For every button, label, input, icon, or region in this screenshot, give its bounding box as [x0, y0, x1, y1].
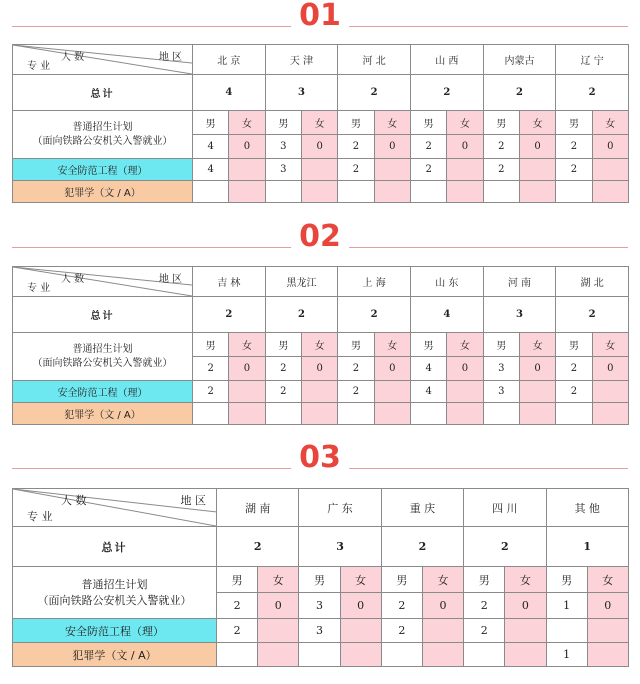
section-header	[0, 0, 640, 32]
region-total: 3	[299, 527, 381, 567]
male-header: 男	[410, 333, 446, 357]
male-count: 2	[556, 135, 592, 159]
major1-female-cell	[422, 619, 463, 643]
female-header: 女	[519, 333, 555, 357]
major1-female-cell	[447, 159, 483, 181]
section-header	[0, 221, 640, 253]
people-label: 人 数	[61, 52, 85, 63]
section-02	[0, 221, 640, 436]
major-criminology: 犯罪学（文 / A）	[13, 403, 193, 425]
major2-female-cell	[258, 643, 299, 667]
header-corner	[13, 267, 193, 297]
major1-male-count: 2	[410, 159, 446, 181]
female-header: 女	[229, 111, 265, 135]
region-name: 吉 林	[193, 267, 266, 297]
female-count: 0	[505, 593, 546, 619]
region-name: 黑龙江	[265, 267, 338, 297]
section-number: 02	[291, 221, 349, 253]
region-total: 3	[483, 297, 556, 333]
female-count: 0	[229, 135, 265, 159]
female-header: 女	[301, 333, 337, 357]
plan-label-line2: （面向铁路公安机关入警就业）	[32, 357, 173, 369]
region-name: 四 川	[464, 489, 546, 527]
plan-label-line2: （面向铁路公安机关入警就业）	[37, 593, 192, 607]
female-count: 0	[340, 593, 381, 619]
major-label: 专 业	[27, 283, 51, 294]
plan-label-line1: 普通招生计划	[72, 343, 133, 355]
region-total: 2	[483, 75, 556, 111]
male-count: 2	[483, 135, 519, 159]
region-total: 4	[193, 75, 266, 111]
male-header: 男	[299, 567, 340, 593]
major1-female-cell	[301, 381, 337, 403]
major1-female-cell	[258, 619, 299, 643]
major2-male-count	[556, 403, 592, 425]
region-name: 山 西	[410, 45, 483, 75]
male-header: 男	[338, 111, 374, 135]
female-header: 女	[374, 333, 410, 357]
major1-male-count	[546, 619, 587, 643]
female-count: 0	[258, 593, 299, 619]
female-header: 女	[505, 567, 546, 593]
major1-female-cell	[519, 159, 555, 181]
major1-male-count: 4	[193, 159, 229, 181]
major1-male-count: 2	[338, 381, 374, 403]
male-count: 3	[483, 357, 519, 381]
major1-female-cell	[340, 619, 381, 643]
major2-male-count	[381, 643, 422, 667]
female-header: 女	[592, 333, 628, 357]
people-label: 人 数	[61, 274, 85, 285]
total-label: 总计	[13, 297, 193, 333]
major1-male-count: 2	[265, 381, 301, 403]
region-total: 1	[546, 527, 628, 567]
major1-male-count: 2	[381, 619, 422, 643]
major2-male-count	[410, 403, 446, 425]
female-count: 0	[519, 135, 555, 159]
male-header: 男	[265, 111, 301, 135]
major1-female-cell	[592, 159, 628, 181]
region-total: 2	[217, 527, 299, 567]
major2-female-cell	[592, 181, 628, 203]
female-header: 女	[374, 111, 410, 135]
major1-female-cell	[374, 381, 410, 403]
major2-female-cell	[505, 643, 546, 667]
major1-male-count: 3	[265, 159, 301, 181]
major1-female-cell	[592, 381, 628, 403]
region-name: 重 庆	[381, 489, 463, 527]
section-number: 03	[291, 442, 349, 474]
female-count: 0	[301, 357, 337, 381]
major2-male-count	[338, 181, 374, 203]
major2-male-count	[410, 181, 446, 203]
region-total: 2	[338, 297, 411, 333]
region-name: 湖 北	[556, 267, 629, 297]
region-name: 山 东	[410, 267, 483, 297]
header-corner	[13, 45, 193, 75]
major1-male-count: 3	[299, 619, 340, 643]
male-count: 2	[338, 357, 374, 381]
female-count: 0	[301, 135, 337, 159]
male-header: 男	[217, 567, 258, 593]
region-name: 辽 宁	[556, 45, 629, 75]
male-count: 3	[299, 593, 340, 619]
major2-female-cell	[422, 643, 463, 667]
female-header: 女	[258, 567, 299, 593]
major-security-engineering: 安全防范工程（理）	[13, 381, 193, 403]
major1-male-count: 2	[193, 381, 229, 403]
male-count: 4	[410, 357, 446, 381]
major1-male-count: 2	[217, 619, 258, 643]
major2-male-count	[483, 403, 519, 425]
female-count: 0	[422, 593, 463, 619]
major2-female-cell	[374, 403, 410, 425]
major-security-engineering: 安全防范工程（理）	[13, 619, 217, 643]
plan-label-line1: 普通招生计划	[81, 577, 148, 591]
major2-female-cell	[374, 181, 410, 203]
major1-female-cell	[505, 619, 546, 643]
region-name: 其 他	[546, 489, 628, 527]
major1-male-count: 2	[483, 159, 519, 181]
region-total: 2	[381, 527, 463, 567]
major2-male-count	[193, 403, 229, 425]
enrollment-table	[12, 44, 629, 203]
major1-female-cell	[229, 381, 265, 403]
female-count: 0	[592, 135, 628, 159]
male-header: 男	[556, 333, 592, 357]
male-count: 2	[556, 357, 592, 381]
enrollment-table	[12, 266, 629, 425]
major2-female-cell	[301, 181, 337, 203]
male-count: 2	[381, 593, 422, 619]
major1-female-cell	[447, 381, 483, 403]
male-count: 4	[193, 135, 229, 159]
major2-male-count	[217, 643, 258, 667]
male-header: 男	[193, 333, 229, 357]
major1-female-cell	[301, 159, 337, 181]
region-name: 内蒙古	[483, 45, 556, 75]
male-header: 男	[410, 111, 446, 135]
female-header: 女	[519, 111, 555, 135]
region-total: 3	[265, 75, 338, 111]
male-count: 1	[546, 593, 587, 619]
region-total: 4	[410, 297, 483, 333]
male-header: 男	[546, 567, 587, 593]
major1-male-count: 2	[556, 381, 592, 403]
major1-female-cell	[587, 619, 628, 643]
major2-female-cell	[587, 643, 628, 667]
male-header: 男	[483, 111, 519, 135]
major2-female-cell	[447, 403, 483, 425]
region-name: 河 北	[338, 45, 411, 75]
major1-male-count: 2	[556, 159, 592, 181]
female-count: 0	[447, 357, 483, 381]
female-header: 女	[340, 567, 381, 593]
male-header: 男	[381, 567, 422, 593]
region-total: 2	[556, 297, 629, 333]
region-total: 2	[265, 297, 338, 333]
major2-male-count	[193, 181, 229, 203]
female-count: 0	[229, 357, 265, 381]
region-label: 地 区	[158, 52, 182, 63]
female-count: 0	[374, 357, 410, 381]
region-name: 上 海	[338, 267, 411, 297]
region-total: 2	[556, 75, 629, 111]
region-label: 地 区	[180, 494, 206, 507]
female-header: 女	[447, 111, 483, 135]
female-header: 女	[587, 567, 628, 593]
major2-female-cell	[592, 403, 628, 425]
major2-female-cell	[229, 403, 265, 425]
male-count: 2	[464, 593, 505, 619]
major2-female-cell	[229, 181, 265, 203]
major2-male-count	[338, 403, 374, 425]
female-header: 女	[229, 333, 265, 357]
female-count: 0	[587, 593, 628, 619]
male-header: 男	[464, 567, 505, 593]
plan-label	[13, 333, 193, 381]
female-header: 女	[422, 567, 463, 593]
major2-male-count	[299, 643, 340, 667]
people-label: 人 数	[61, 494, 87, 507]
section-03	[0, 442, 640, 684]
region-name: 北 京	[193, 45, 266, 75]
major1-male-count: 3	[483, 381, 519, 403]
major2-male-count	[483, 181, 519, 203]
female-count: 0	[592, 357, 628, 381]
male-count: 2	[193, 357, 229, 381]
region-total: 2	[410, 75, 483, 111]
male-header: 男	[193, 111, 229, 135]
major2-male-count	[265, 181, 301, 203]
major-label: 专 业	[27, 61, 51, 72]
major2-male-count	[556, 181, 592, 203]
section-number: 01	[291, 0, 349, 32]
region-total: 2	[338, 75, 411, 111]
major1-male-count: 4	[410, 381, 446, 403]
major-criminology: 犯罪学（文 / A）	[13, 643, 217, 667]
major1-female-cell	[374, 159, 410, 181]
enrollment-table	[12, 488, 629, 667]
section-header	[0, 442, 640, 474]
male-header: 男	[338, 333, 374, 357]
major-security-engineering: 安全防范工程（理）	[13, 159, 193, 181]
major2-female-cell	[301, 403, 337, 425]
female-header: 女	[301, 111, 337, 135]
female-header: 女	[447, 333, 483, 357]
major-label: 专 业	[27, 510, 53, 523]
total-label: 总计	[13, 527, 217, 567]
plan-label	[13, 567, 217, 619]
total-label: 总计	[13, 75, 193, 111]
major2-female-cell	[447, 181, 483, 203]
male-count: 2	[338, 135, 374, 159]
major1-female-cell	[229, 159, 265, 181]
major2-female-cell	[340, 643, 381, 667]
region-total: 2	[464, 527, 546, 567]
major2-female-cell	[519, 181, 555, 203]
male-count: 2	[410, 135, 446, 159]
male-count: 2	[265, 357, 301, 381]
major2-male-count	[265, 403, 301, 425]
plan-label-line2: （面向铁路公安机关入警就业）	[32, 135, 173, 147]
female-header: 女	[592, 111, 628, 135]
header-corner	[13, 489, 217, 527]
region-name: 河 南	[483, 267, 556, 297]
region-name: 天 津	[265, 45, 338, 75]
male-header: 男	[265, 333, 301, 357]
male-count: 3	[265, 135, 301, 159]
major1-female-cell	[519, 381, 555, 403]
major1-male-count: 2	[338, 159, 374, 181]
male-header: 男	[556, 111, 592, 135]
major2-female-cell	[519, 403, 555, 425]
male-header: 男	[483, 333, 519, 357]
major2-male-count: 1	[546, 643, 587, 667]
plan-label	[13, 111, 193, 159]
region-total: 2	[193, 297, 266, 333]
female-count: 0	[447, 135, 483, 159]
region-name: 广 东	[299, 489, 381, 527]
section-01	[0, 0, 640, 215]
region-label: 地 区	[158, 274, 182, 285]
major-criminology: 犯罪学（文 / A）	[13, 181, 193, 203]
plan-label-line1: 普通招生计划	[72, 121, 133, 133]
major2-male-count	[464, 643, 505, 667]
female-count: 0	[519, 357, 555, 381]
major1-male-count: 2	[464, 619, 505, 643]
male-count: 2	[217, 593, 258, 619]
region-name: 湖 南	[217, 489, 299, 527]
female-count: 0	[374, 135, 410, 159]
